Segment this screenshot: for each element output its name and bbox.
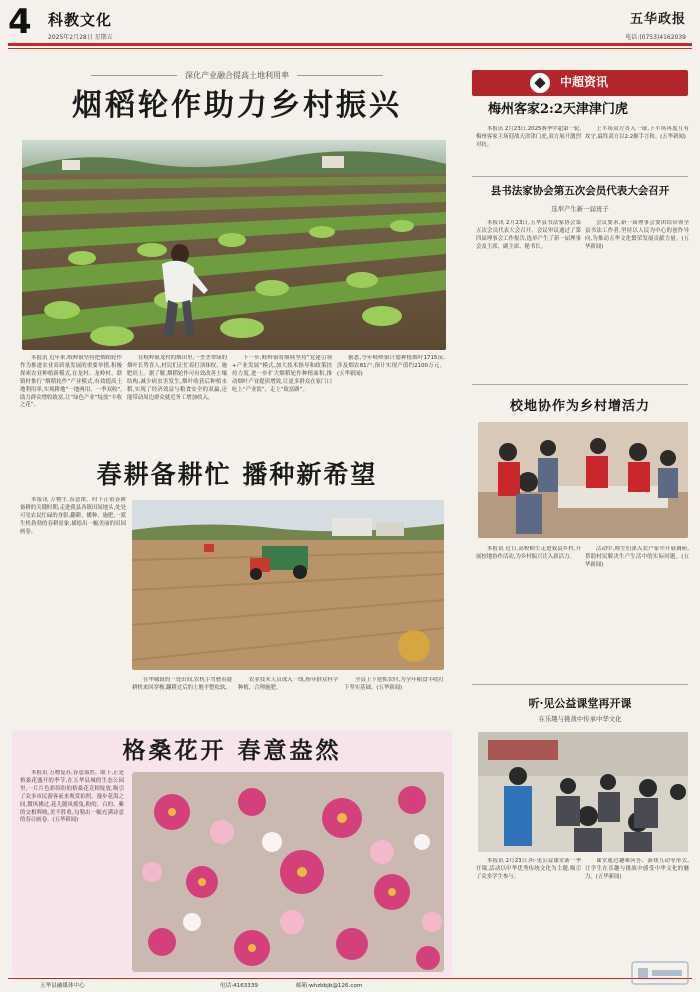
article3-column-1: 本报讯 万物复苏,春意盎然。眼下,正是格桑花盛开的季节,在五华县城的生态公园里,一片片色彩缤纷的格桑花竞相绽放,吸引了众多市民游客前来观赏拍照。漫步花海之间,微风拂过,花儿随风摇曳,粉的、白的、紫的交相辉映,美不胜收,勾勒出一幅充满诗意的春日画卷。(五华新闻) (20, 770, 124, 824)
article1-photo-tobacco-field (22, 140, 446, 350)
article1-column-1: 本报讯 近年来,岐岭镇坚持把烟稻轮作作为推进农业高质量发展的重要举措,积极探索农业种植新模式,在龙村、龙岭村、联镇村推行“烟稻轮作”产业模式,有效提高土地利用率,实现耕地“一地两用、一季双收”,助力群众增收致富,让“绿色产业”绽放“丰收之花”。 (20, 355, 122, 409)
header-rule (8, 43, 692, 46)
article2-photo-tractor-field (132, 500, 444, 670)
sports-banner-label: 中超资讯 (560, 75, 609, 89)
article2-column-3: 农业技术人员深入一线,指导群众科学种植、合理施肥。 (238, 677, 338, 691)
article1-kicker: 深化产业融合提高土地利用率 (14, 70, 460, 81)
article2-column-4: 全县上下抢抓农时,为全年粮食丰收打下坚实基础。(五华新闻) (344, 677, 444, 691)
brief3-column-2: 活动中,师生们深入农户家中开展调研,帮助村民解决生产生活中的实际问题。(五华新闻) (585, 546, 689, 568)
brief2-column-1: 本报讯 2月23日,五华县书法家协会第五次会员代表大会召开。会议审议通过了第四届理事会工作报告,选举产生了新一届理事会及主席、副主席、秘书长。 (476, 220, 581, 250)
paper-logo: 五华政报 (629, 12, 686, 27)
article3-title: 格桑花开 春意盎然 (122, 737, 342, 764)
page-number: 4 (8, 2, 32, 42)
article1-column-3: 下一步,岐岭镇将继续坚持“党建引领+产业发展”模式,加大技术指导和政策扶持力度,进一步扩大烟稻轮作种植面积,推动烟叶产业提质增效,让更多群众在家门口吃上“产业饭”、走上“致富路”。 (232, 355, 332, 393)
divider (472, 684, 688, 685)
brief4-photo-classroom (478, 732, 688, 852)
footer-publisher: 五华县融媒体中心 (40, 983, 85, 989)
brief4-subtitle: 在乐趣与挑战中传承中华文化 (538, 715, 622, 723)
article2-title: 春耕备耕忙 播种新希望 (96, 460, 378, 489)
brief1-title: 梅州客家2:2天津津门虎 (488, 102, 628, 117)
brief4-title: 听·见公益课堂再开课 (528, 697, 632, 710)
brief4-column-1: 本报讯 2月23日,听·见公益课堂新一季开课,活动以中华优秀传统文化为主题,吸引了众多学生参与。 (476, 858, 581, 880)
divider (472, 176, 688, 177)
article2-column-2: 在华城镇的一处田间,农机手驾驶着旋耕机来回穿梭,翻耕过后的土地平整松软。 (132, 677, 232, 691)
brief1-column-2: 上半场双方各入一球,下半场再度互有攻守,最终双方以2:2握手言和。(五华新闻) (585, 126, 689, 140)
section-title: 科教文化 (48, 11, 113, 29)
brief3-title: 校地协作为乡村增活力 (509, 399, 650, 414)
article3-photo-cosmos-flowers (132, 772, 444, 972)
article1-column-4: 据悉,今年岐岭镇计划种植烟叶1715亩,涉及烟农81户,预计实现产值约2100万元。(五华新闻) (337, 355, 445, 377)
header-rule-thin (8, 48, 692, 49)
brief4-column-2: 课堂通过趣味问答、游戏互动等形式,让学生在乐趣与挑战中感受中华文化的魅力。(五华新闻) (585, 858, 689, 880)
article1-title: 烟稻轮作助力乡村振兴 (72, 88, 402, 123)
footer-tel: 电话:4163339 (220, 983, 258, 989)
brief1-column-1: 本报讯 2月23日,2025赛季中超第一轮,梅州客家主场迎战天津津门虎,双方展开激烈对抗。 (476, 126, 581, 148)
issue-date: 2025年2月28日 星期五 (48, 34, 113, 41)
article2-column-1: 本报讯 万物生,春意浓。时下正值春耕备耕的关键时期,走进我县各镇田间地头,处处可见农民忙碌的身影,翻耕、播种、施肥,一派生机勃勃的春耕景象,描绘出一幅美丽的田园画卷。 (20, 497, 126, 535)
brief2-title: 县书法家协会第五次会员代表大会召开 (490, 185, 670, 197)
footer-email: 邮箱:whzbbjb@126.com (296, 983, 363, 989)
brief2-column-2: 会议要求,新一届理事会要团结带领全县书法工作者,坚持以人民为中心的创作导向,为推动五华文化繁荣发展贡献力量。(五华新闻) (585, 220, 689, 250)
divider (472, 384, 688, 385)
brief3-column-1: 本报讯 近日,高校师生走进我县乡村,开展校地协作活动,为乡村振兴注入新活力。 (476, 546, 581, 560)
brief2-subtitle: 选举产生新一届班子 (551, 205, 609, 213)
soccer-ball-icon (528, 71, 552, 95)
footer-rule (8, 978, 692, 979)
brief3-photo-volunteers (478, 422, 688, 538)
watermark-logo (630, 958, 690, 988)
article1-column-2: 在岐岭镇龙村的烟田里,一垄垄翠绿的烟叶长势喜人,村民们正忙着打顶抹杈、施肥培土。据了解,烟稻轮作可有效改善土壤结构,减少病虫害发生,烟叶收获后种植水稻,实现了经济效益与粮食安全的双赢,还能带动周边群众就近务工增加收入。 (127, 355, 227, 401)
header-phone: 电话:(0753)4162039 (625, 34, 686, 41)
